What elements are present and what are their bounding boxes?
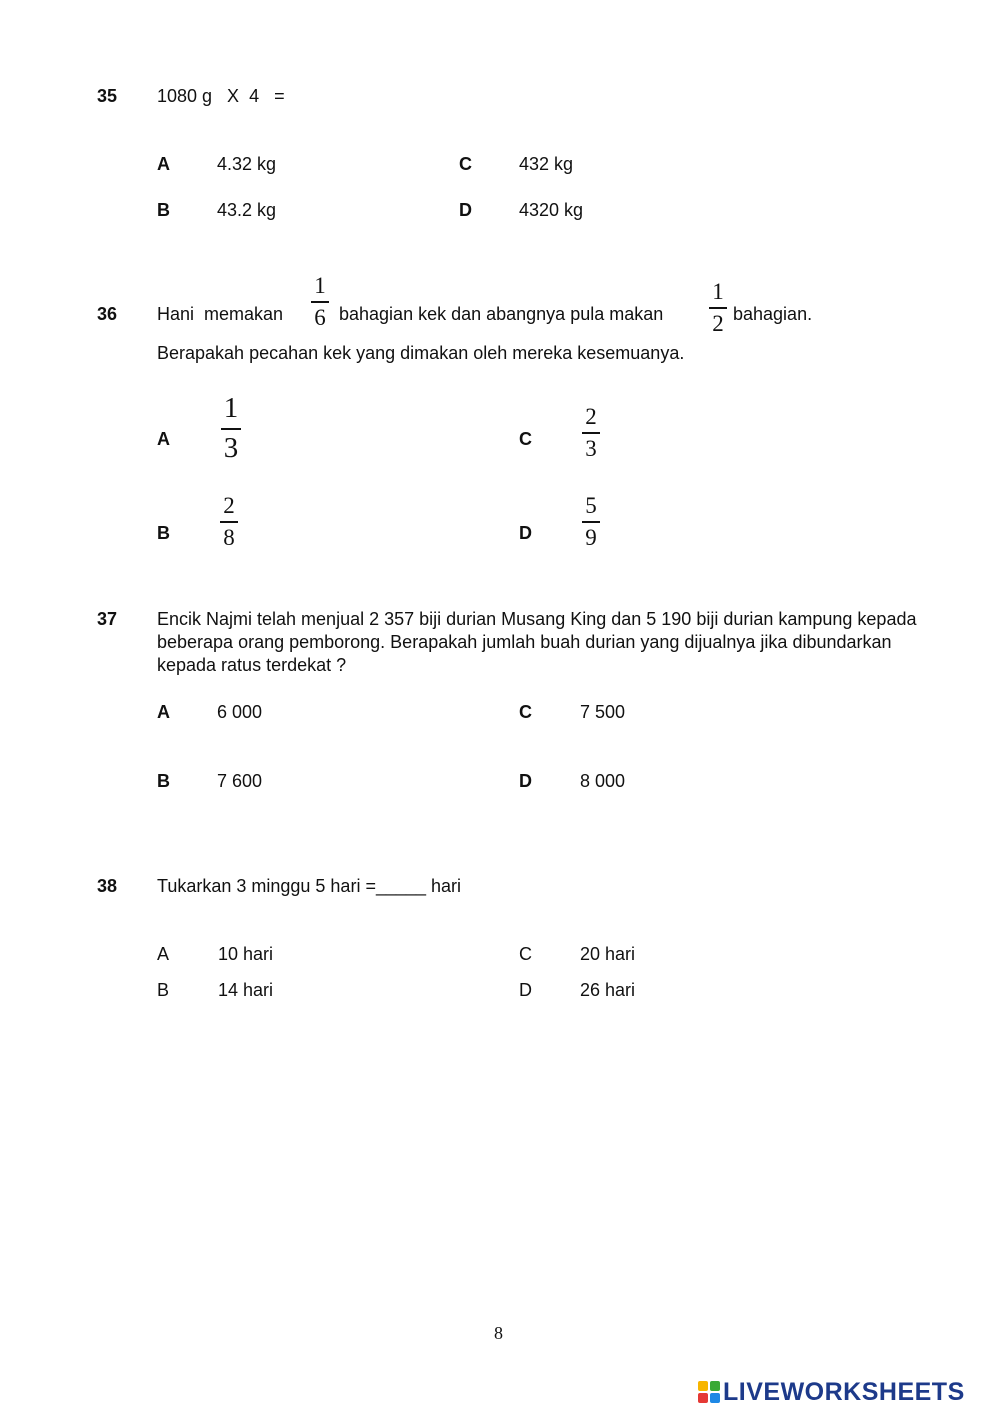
page-number: 8 <box>494 1323 503 1343</box>
option-value: 432 kg <box>519 154 574 174</box>
option-fraction <box>582 405 600 460</box>
logo-square-red <box>698 1393 708 1403</box>
fraction-numerator: 2 <box>223 493 235 518</box>
fraction-denominator: 3 <box>585 435 597 461</box>
fraction-bar <box>582 521 600 523</box>
option-value: 20 hari <box>580 944 636 964</box>
fraction-numerator: 2 <box>585 404 597 429</box>
liveworksheets-logo[interactable] <box>698 1379 965 1405</box>
logo-square-yellow <box>698 1381 708 1391</box>
option-letter: D <box>459 200 472 220</box>
question-text: 1080 g X 4 = <box>157 86 285 106</box>
option-letter: A <box>157 944 170 964</box>
fraction-bar <box>709 307 727 309</box>
option-value: 8 000 <box>580 771 626 791</box>
fraction-one-half <box>709 280 727 335</box>
question-text-line2: Berapakah pecahan kek yang dimakan oleh mereka kesemuanya. <box>157 343 685 363</box>
option-fraction <box>221 394 241 463</box>
question-text: Encik Najmi telah menjual 2 357 biji durian Musang King dan 5 190 biji durian kampung kepada beberapa orang pemborong. Berapakah jumlah buah durian yang dijualnya jika dibundarkan kepada ratus terdekat ? <box>157 609 917 675</box>
question-number: 37 <box>97 609 118 629</box>
option-letter: B <box>157 523 170 543</box>
option-value: 26 hari <box>580 980 636 1000</box>
fraction-numerator: 5 <box>585 493 597 518</box>
liveworksheets-logo-icon <box>698 1381 720 1403</box>
fraction-bar <box>311 301 329 303</box>
fraction-denominator: 2 <box>712 310 724 336</box>
fraction-numerator: 1 <box>712 279 724 304</box>
fraction-denominator: 9 <box>585 524 597 550</box>
option-letter: D <box>519 523 532 543</box>
option-letter: C <box>459 154 472 174</box>
fraction-bar <box>221 428 241 430</box>
logo-text: LIVEWORKSHEETS <box>723 1378 965 1406</box>
option-letter: C <box>519 429 532 449</box>
option-letter: D <box>519 980 532 1000</box>
option-letter: A <box>157 702 170 722</box>
option-letter: B <box>157 200 170 220</box>
option-letter: A <box>157 154 170 174</box>
option-value: 14 hari <box>218 980 274 1000</box>
fraction-bar <box>582 432 600 434</box>
logo-square-green <box>710 1381 720 1391</box>
question-text-part2: bahagian kek dan abangnya pula makan <box>339 304 664 324</box>
option-value: 7 500 <box>580 702 626 722</box>
option-value: 7 600 <box>217 771 263 791</box>
option-value: 4320 kg <box>519 200 584 220</box>
option-value: 4.32 kg <box>217 154 277 174</box>
fraction-one-sixth <box>311 274 329 329</box>
fraction-numerator: 1 <box>314 273 326 298</box>
fraction-denominator: 3 <box>223 431 239 464</box>
option-fraction <box>582 494 600 549</box>
question-number: 36 <box>97 304 118 324</box>
logo-square-blue <box>710 1393 720 1403</box>
question-number: 38 <box>97 876 118 896</box>
fraction-denominator: 6 <box>314 304 326 330</box>
fraction-denominator: 8 <box>223 524 235 550</box>
fraction-numerator: 1 <box>223 392 239 424</box>
option-letter: C <box>519 702 532 722</box>
option-fraction <box>220 494 238 549</box>
option-letter: A <box>157 429 170 449</box>
fraction-bar <box>220 521 238 523</box>
option-value: 6 000 <box>217 702 263 722</box>
option-letter: D <box>519 771 532 791</box>
option-value: 43.2 kg <box>217 200 277 220</box>
question-text: Tukarkan 3 minggu 5 hari =_____ hari <box>157 876 462 896</box>
question-text-part1: Hani memakan <box>157 304 284 324</box>
question-number: 35 <box>97 86 118 106</box>
question-text-part3: bahagian. <box>733 304 813 324</box>
option-letter: C <box>519 944 532 964</box>
option-value: 10 hari <box>218 944 274 964</box>
option-letter: B <box>157 980 170 1000</box>
option-letter: B <box>157 771 170 791</box>
